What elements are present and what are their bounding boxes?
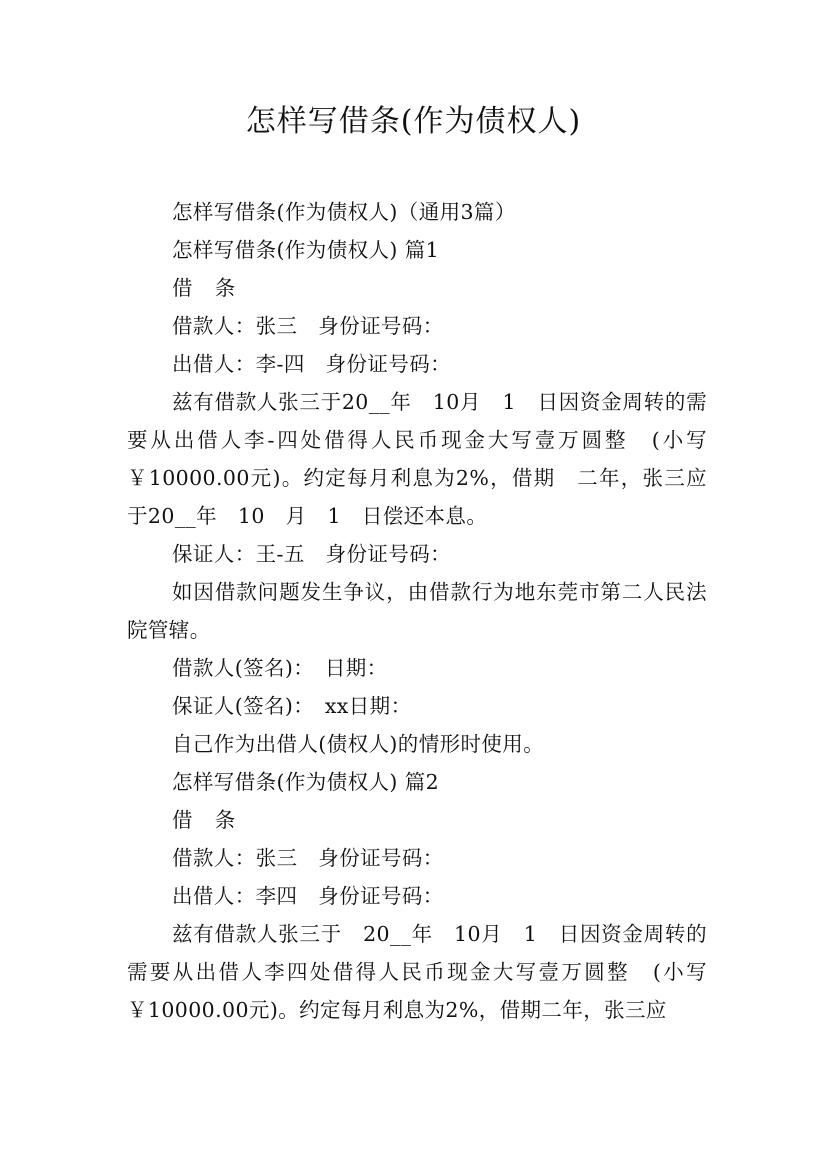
document-title: 怎样写借条(作为债权人) xyxy=(245,104,582,139)
paragraph-iou-heading-2: 借 条 xyxy=(172,808,237,832)
paragraph-iou-heading-1: 借 条 xyxy=(172,276,237,300)
paragraph-guarantor-signature-1: 保证人(签名)： xx日期： xyxy=(172,694,412,718)
paragraph-borrower-2: 借款人：张三 身份证号码： xyxy=(172,846,444,870)
paragraph-lender-1: 出借人：李-四 身份证号码： xyxy=(172,352,452,376)
paragraph-subtitle: 怎样写借条(作为债权人)（通用3篇） xyxy=(172,200,516,224)
paragraph-guarantor-1: 保证人：王-五 身份证号码： xyxy=(172,542,452,566)
paragraph-loan-terms-2: 兹有借款人张三于 20__年 10月 1 日因资金周转的需要从出借人李四处借得人民币现金大写壹万圆整 (小写￥10000.00元)。约定每月利息为2%，借期二年，张三应 xyxy=(127,922,707,1022)
paragraph-lender-2: 出借人：李四 身份证号码： xyxy=(172,884,444,908)
paragraph-borrower-signature-1: 借款人(签名)： 日期： xyxy=(172,656,388,680)
paragraph-section-heading-1: 怎样写借条(作为债权人) 篇1 xyxy=(172,238,440,262)
paragraph-usage-note-1: 自己作为出借人(债权人)的情形时使用。 xyxy=(172,732,545,756)
paragraph-loan-terms-1: 兹有借款人张三于20__年 10月 1 日因资金周转的需要从出借人李-四处借得人民币现金大写壹万圆整 (小写￥10000.00元)。约定每月利息为2%，借期 二年，张三应于20__年 10 月 1 日偿还本息。 xyxy=(127,390,707,528)
document-body xyxy=(127,193,707,1029)
paragraph-borrower-1: 借款人：张三 身份证号码： xyxy=(172,314,444,338)
paragraph-jurisdiction-1: 如因借款问题发生争议，由借款行为地东莞市第二人民法院管辖。 xyxy=(127,580,707,642)
paragraph-section-heading-2: 怎样写借条(作为债权人) 篇2 xyxy=(172,770,440,794)
